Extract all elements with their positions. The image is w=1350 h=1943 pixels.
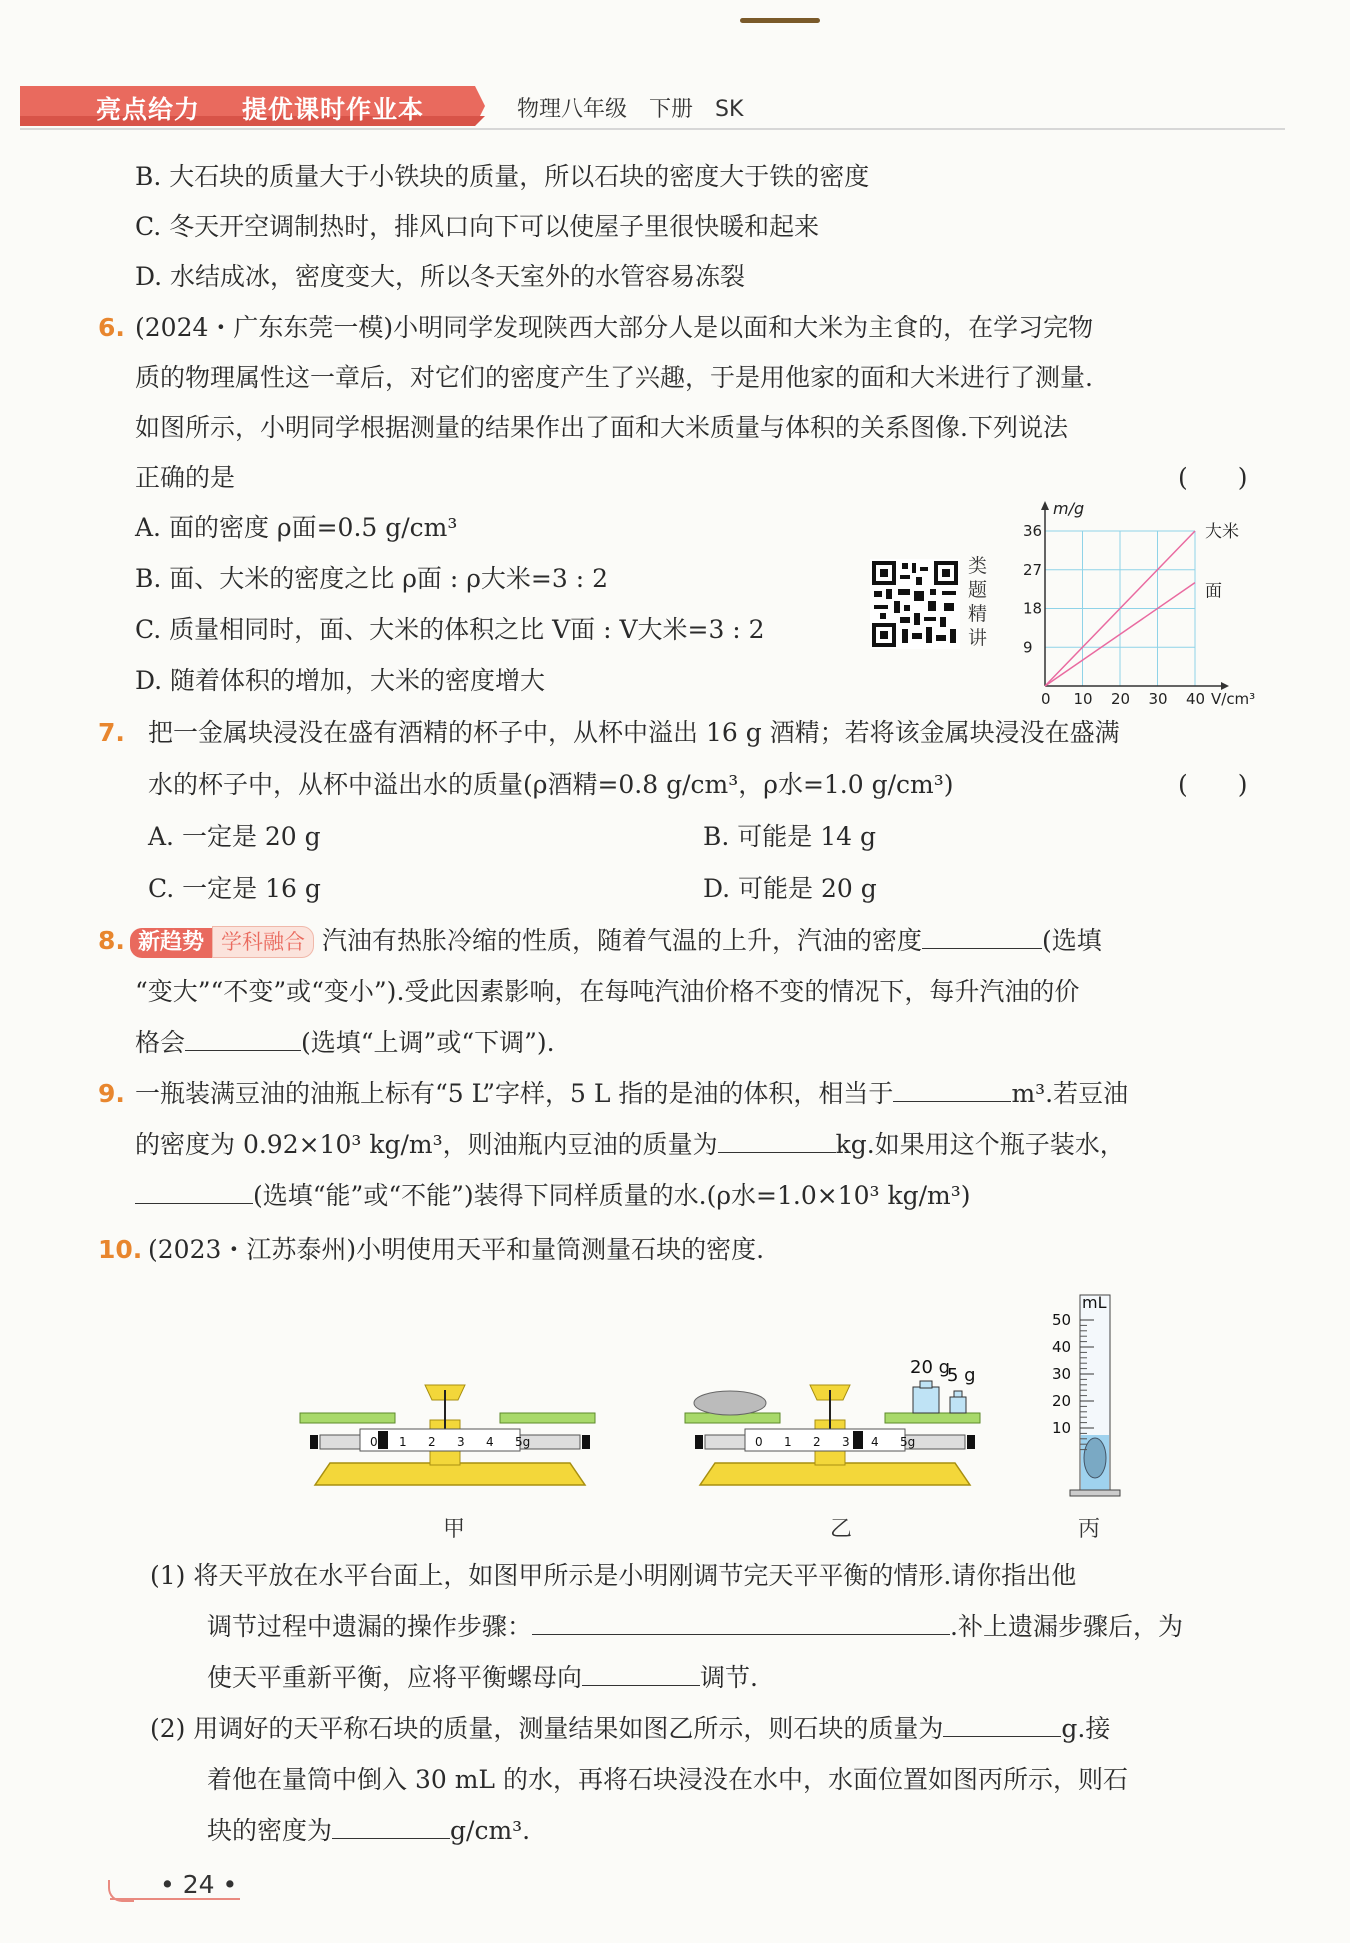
q5-option-b: B. 大石块的质量大于小铁块的质量，所以石块的密度大于铁的密度 (135, 162, 870, 191)
q10-p1-line3-tail: 调节. (700, 1663, 758, 1692)
scale-tick-label: 4 (486, 1435, 494, 1449)
q5-option-c: C. 冬天开空调制热时，排风口向下可以使屋子里很快暖和起来 (135, 212, 820, 241)
q10-p2-line3 (207, 1814, 530, 1848)
scale-tick-label: 5g (900, 1435, 916, 1449)
q6-option-a: A. 面的密度 ρ面=0.5 g/cm³ (135, 513, 458, 542)
balance-base (700, 1463, 970, 1485)
q7-line2: 水的杯子中，从杯中溢出水的质量(ρ酒精=0.8 g/cm³，ρ水=1.0 g/cm³) (148, 770, 954, 799)
balance-diagram-a (290, 1345, 610, 1505)
x-tick-label: 0 (1041, 690, 1051, 708)
q10-p1-line3-head: 使天平重新平衡，应将平衡螺母向 (207, 1663, 583, 1692)
q8-line1-text: 汽油有热胀冷缩的性质，随着气温的上升，汽油的密度 (321, 926, 922, 955)
q10-number: 10. (98, 1235, 143, 1264)
q9-line3 (135, 1179, 971, 1213)
scale-bar (745, 1429, 905, 1451)
cylinder-tick-label: 40 (1052, 1338, 1072, 1356)
q5-option-d: D. 水结成冰，密度变大，所以冬天室外的水管容易冻裂 (135, 262, 746, 291)
cylinder-tick-label: 10 (1052, 1419, 1072, 1437)
scale-tick-label: 3 (457, 1435, 465, 1449)
q10-p2-line1 (150, 1712, 1110, 1746)
submerged-stone (1084, 1438, 1106, 1478)
q8-blank-price[interactable] (185, 1028, 301, 1051)
q8-line3 (135, 1026, 555, 1060)
x-tick-label: 30 (1148, 690, 1168, 708)
q7-option-c: C. 一定是 16 g (148, 874, 321, 903)
q10-blank-density[interactable] (332, 1816, 450, 1839)
q9-number: 9. (98, 1079, 125, 1108)
q9-blank-mass[interactable] (718, 1130, 836, 1153)
new-trend-badge: 新趋势 (130, 928, 212, 958)
header-divider (20, 128, 1285, 130)
balance-nut-left (695, 1435, 703, 1449)
x-tick-label: 10 (1073, 690, 1093, 708)
weight-label-20g: 20 g (910, 1357, 951, 1378)
q9-line2 (135, 1128, 1125, 1162)
series-label-1: 面 (1205, 581, 1222, 602)
q8-line1-tail: (选填 (1041, 926, 1102, 955)
balance-nut-left (310, 1435, 318, 1449)
header-subtitle: 物理八年级 下册 SK (517, 97, 744, 122)
balance-nut-right (967, 1435, 975, 1449)
y-tick-label: 27 (1023, 560, 1043, 579)
q9-line1 (135, 1077, 1128, 1111)
q9-blank-volume[interactable] (893, 1079, 1011, 1102)
scale-tick-label: 2 (428, 1435, 436, 1449)
q7-line1: 把一金属块浸没在盛有酒精的杯子中，从杯中溢出 16 g 酒精；若将该金属块浸没在盛满 (148, 718, 1120, 747)
y-axis-label: m/g (1053, 499, 1085, 518)
y-axis-arrow (1041, 501, 1049, 510)
caption-c: 丙 (1078, 1517, 1101, 1542)
q6-line3: 如图所示，小明同学根据测量的结果作出了面和大米质量与体积的关系图像.下列说法 (135, 413, 1068, 442)
q7-answer-paren: ( ) (1178, 770, 1248, 799)
weight-5g (950, 1397, 966, 1413)
cylinder-tick-label: 30 (1052, 1365, 1072, 1383)
header-title-right: 提优课时作业本 (242, 95, 425, 124)
rider (853, 1431, 863, 1449)
q6-answer-paren: ( ) (1178, 463, 1248, 492)
q10-p2-line1-head: (2) 用调好的天平称石块的质量，测量结果如图乙所示，则石块的质量为 (150, 1714, 944, 1743)
scale-tick-label: 4 (871, 1435, 879, 1449)
weight-5g-knob (954, 1391, 962, 1397)
cylinder-unit: mL (1082, 1293, 1107, 1312)
y-tick-label: 9 (1023, 638, 1033, 657)
q8-blank-density[interactable] (922, 926, 1042, 949)
q9-line1-head: 一瓶装满豆油的油瓶上标有“5 L”字样，5 L 指的是油的体积，相当于 (135, 1079, 894, 1108)
q10-p1-line2-tail: .补上遗漏步骤后，为 (950, 1612, 1183, 1641)
x-tick-label: 20 (1111, 690, 1131, 708)
y-tick-label: 36 (1023, 522, 1043, 540)
q10-p1-line2 (207, 1610, 1183, 1644)
balance-diagram-b (675, 1345, 995, 1505)
q8-line2: “变大”“不变”或“变小”).受此因素影响，在每吨汽油价格不变的情况下，每升汽油的价 (135, 977, 1080, 1006)
q6-number: 6. (98, 313, 125, 342)
scale-tick-label: 3 (842, 1435, 850, 1449)
q7-option-d: D. 可能是 20 g (703, 874, 877, 903)
caption-b: 乙 (830, 1517, 853, 1542)
q6-option-c: C. 质量相同时，面、大米的体积之比 V面 : V大米=3 : 2 (135, 615, 765, 644)
q7-number: 7. (98, 718, 125, 747)
caption-a: 甲 (443, 1517, 466, 1542)
q10-p2-line2: 着他在量筒中倒入 30 mL 的水，再将石块浸没在水中，水面位置如图丙所示，则石 (207, 1765, 1128, 1794)
q10-p2-line1-tail: g.接 (1061, 1714, 1111, 1743)
q9-line3-text: (选填“能”或“不能”)装得下同样质量的水.(ρ水=1.0×10³ kg/m³) (253, 1181, 971, 1210)
x-axis-arrow (1221, 682, 1229, 690)
cylinder-base (1070, 1490, 1120, 1496)
page-header (20, 86, 1285, 126)
q10-p2-line3-tail: g/cm³. (450, 1816, 531, 1845)
q10-blank-direction[interactable] (582, 1663, 700, 1686)
scale-tick-label: 1 (399, 1435, 407, 1449)
q10-line1: (2023・江苏泰州)小明使用天平和量筒测量石块的密度. (148, 1235, 765, 1264)
q10-p1-line2-head: 调节过程中遗漏的操作步骤： (207, 1612, 533, 1641)
q10-p2-line3-head: 块的密度为 (207, 1816, 333, 1845)
q9-line1-tail: m³.若豆油 (1011, 1079, 1129, 1108)
q9-line2-head: 的密度为 0.92×10³ kg/m³，则油瓶内豆油的质量为 (135, 1130, 718, 1159)
cylinder-tick-label: 20 (1052, 1392, 1072, 1410)
weight-20g (913, 1387, 939, 1413)
q6-line4: 正确的是 (135, 463, 236, 492)
q10-p1-line1: (1) 将天平放在水平台面上，如图甲所示是小明刚调节完天平平衡的情形.请你指出他 (150, 1561, 1077, 1590)
top-mark (740, 18, 820, 23)
scale-tick-label: 2 (813, 1435, 821, 1449)
q7-option-b: B. 可能是 14 g (703, 822, 876, 851)
page-number: • 24 • (160, 1870, 238, 1899)
scale-tick-label: 0 (370, 1435, 378, 1449)
balance-base (315, 1463, 585, 1485)
left-pan (300, 1413, 395, 1423)
series-label-0: 大米 (1205, 522, 1239, 542)
mass-volume-graph (1020, 496, 1275, 716)
q6-option-b: B. 面、大米的密度之比 ρ面 : ρ大米=3 : 2 (135, 564, 608, 593)
cylinder-tick-label: 50 (1052, 1311, 1072, 1329)
q6-option-d: D. 随着体积的增加，大米的密度增大 (135, 666, 546, 695)
q9-blank-water[interactable] (135, 1181, 253, 1204)
weight-label-5g: 5 g (947, 1365, 976, 1386)
q6-line2: 质的物理属性这一章后，对它们的密度产生了兴趣，于是用他家的面和大米进行了测量. (135, 363, 1093, 392)
right-pan (885, 1413, 980, 1423)
q7-option-a: A. 一定是 20 g (148, 822, 321, 851)
q8-line3-head: 格会 (135, 1028, 186, 1057)
rider (378, 1431, 388, 1449)
q9-line2-tail: kg.如果用这个瓶子装水， (835, 1130, 1125, 1159)
qr-code-icon[interactable] (870, 559, 960, 649)
qr-code-label: 类题精讲 (968, 555, 988, 649)
scale-tick-label: 1 (784, 1435, 792, 1449)
q10-p1-line3 (207, 1661, 758, 1695)
interdisciplinary-badge: 学科融合 (212, 926, 314, 958)
header-title-left: 亮点给力 (96, 95, 201, 124)
scale-tick-label: 5g (515, 1435, 531, 1449)
measuring-cylinder (1050, 1290, 1130, 1505)
stone (694, 1391, 766, 1415)
q10-blank-mass[interactable] (943, 1714, 1061, 1737)
x-axis-label: V/cm³ (1211, 690, 1256, 708)
x-tick-label: 40 (1186, 690, 1206, 708)
weight-20g-knob (920, 1381, 932, 1388)
scale-tick-label: 0 (755, 1435, 763, 1449)
right-pan (500, 1413, 595, 1423)
y-tick-label: 18 (1023, 599, 1043, 618)
q6-line1: (2024・广东东莞一模)小明同学发现陕西大部分人是以面和大米为主食的，在学习完物 (135, 313, 1094, 342)
q10-blank-step[interactable] (532, 1612, 950, 1635)
q8-number: 8. (98, 926, 125, 955)
balance-nut-right (582, 1435, 590, 1449)
q8-line3-tail: (选填“上调”或“下调”). (301, 1028, 555, 1057)
q8-line1 (130, 924, 1102, 958)
